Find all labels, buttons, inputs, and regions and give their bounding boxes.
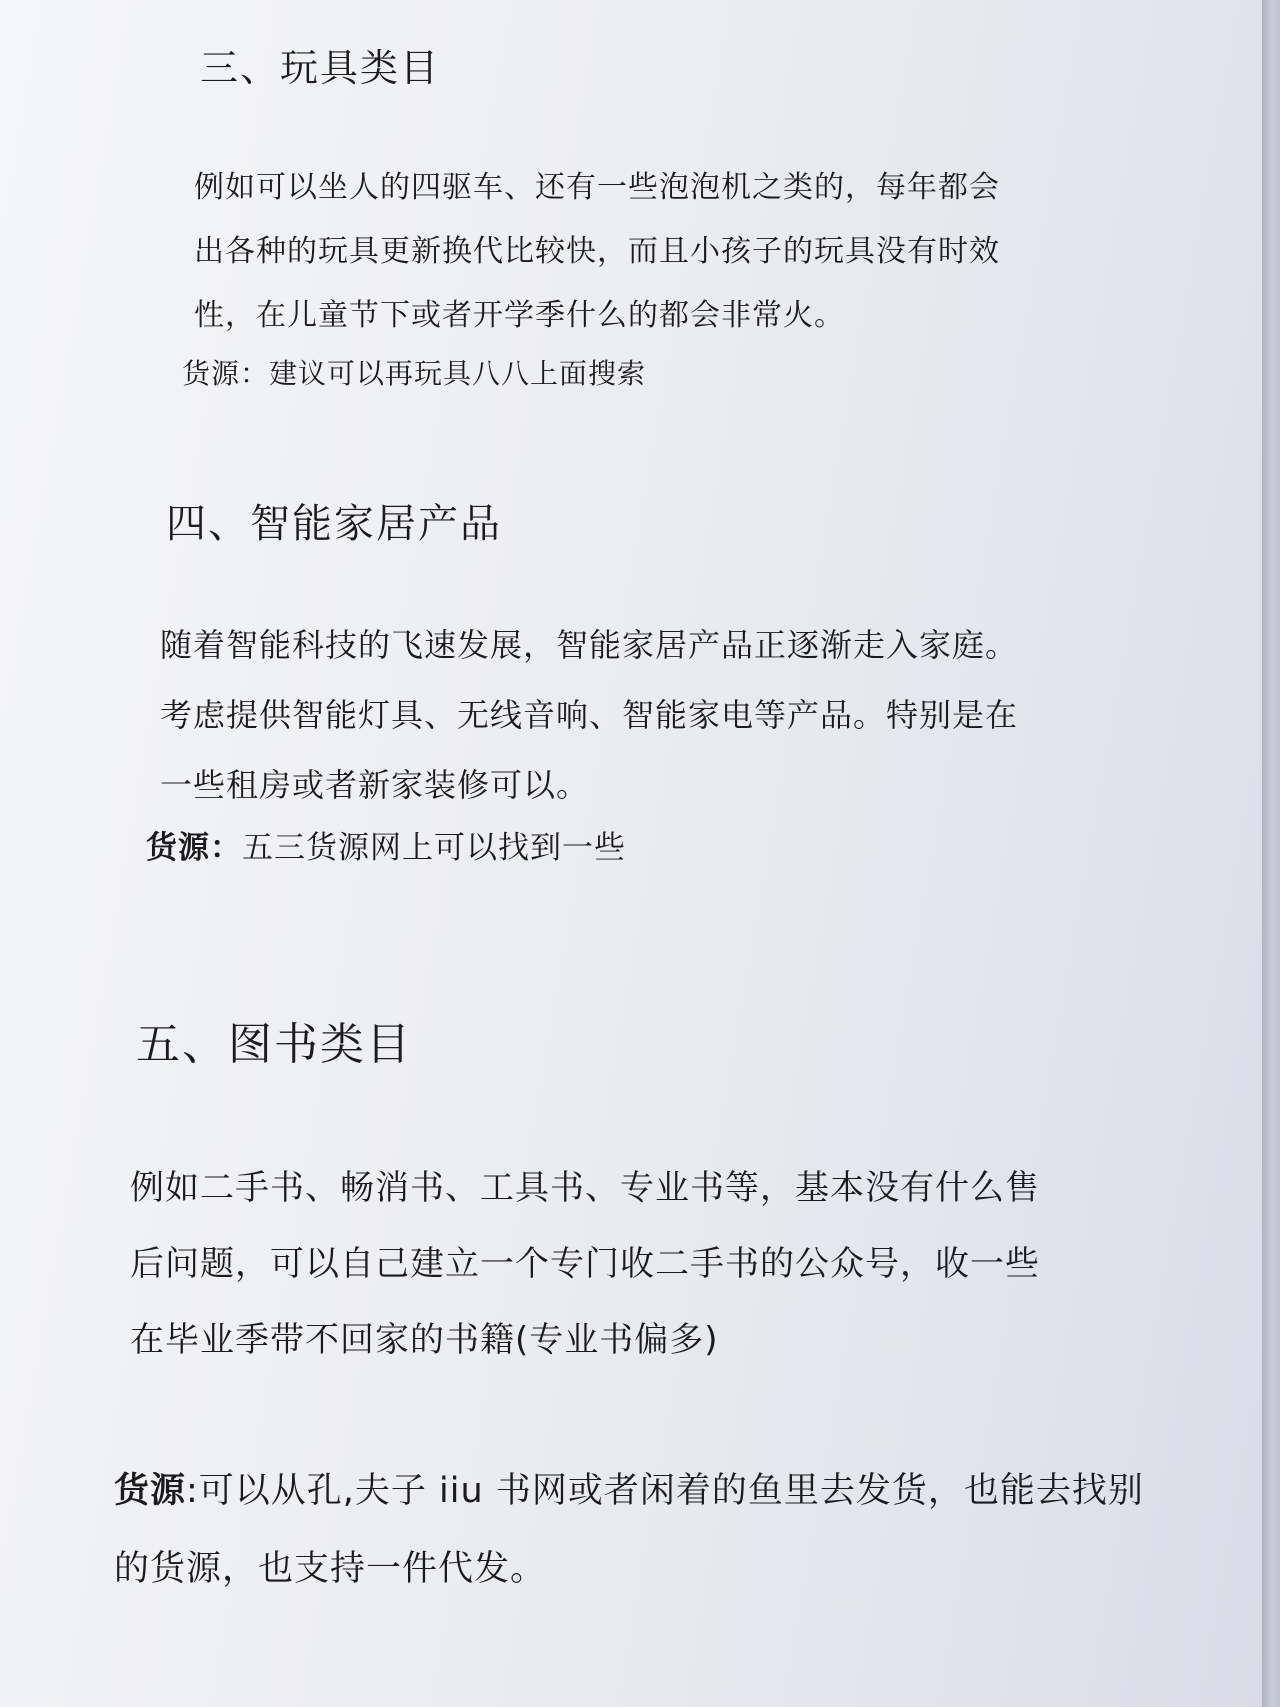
section-heading: 五、图书类目 [136, 1019, 412, 1070]
source-line [182, 352, 1000, 396]
section-heading: 四、智能家居产品 [166, 501, 502, 547]
source-value: 五三货源网上可以找到一些 [242, 830, 626, 866]
section-body [194, 156, 1000, 348]
source-value: :可以从孔,夫子 iiu 书网或者闲着的鱼里去发货，也能去找别的货源，也支持一件代发。 [114, 1471, 1144, 1589]
section-body [130, 1150, 1174, 1378]
source-label: 货源： [182, 357, 270, 390]
source-label: 货源： [146, 830, 242, 866]
source-value: 建议可以再玩具八八上面搜索 [269, 357, 647, 390]
body-line: 考虑提供智能灯具、无线音响、智能家电等产品。特别是在 [160, 696, 1019, 734]
section-books [114, 1012, 1174, 1608]
page-stack-edge [1262, 0, 1280, 1707]
body-line: 一些租房或者新家装修可以。 [160, 766, 590, 804]
source-label: 货源 [114, 1471, 187, 1511]
body-line: 例如二手书、畅消书、工具书、专业书等，基本没有什么售 [130, 1168, 1040, 1208]
source-line [114, 1452, 1174, 1608]
section-smart-home [146, 494, 1019, 876]
source-line [146, 820, 1018, 876]
section-heading: 三、玩具类目 [200, 46, 441, 90]
body-line: 随着智能科技的飞速发展，智能家居产品正逐渐走入家庭。 [160, 626, 1019, 664]
body-line: 例如可以坐人的四驱车、还有一些泡泡机之类的，每年都会 [194, 170, 1000, 205]
section-body [160, 610, 1018, 820]
body-line: 在毕业季带不回家的书籍(专业书偏多) [130, 1320, 719, 1360]
body-line: 出各种的玩具更新换代比较快，而且小孩子的玩具没有时效 [194, 234, 1000, 269]
body-line: 后问题，可以自己建立一个专门收二手书的公众号，收一些 [130, 1244, 1040, 1284]
section-toys [182, 40, 1000, 396]
body-line: 性，在儿童节下或者开学季什么的都会非常火。 [194, 298, 845, 333]
